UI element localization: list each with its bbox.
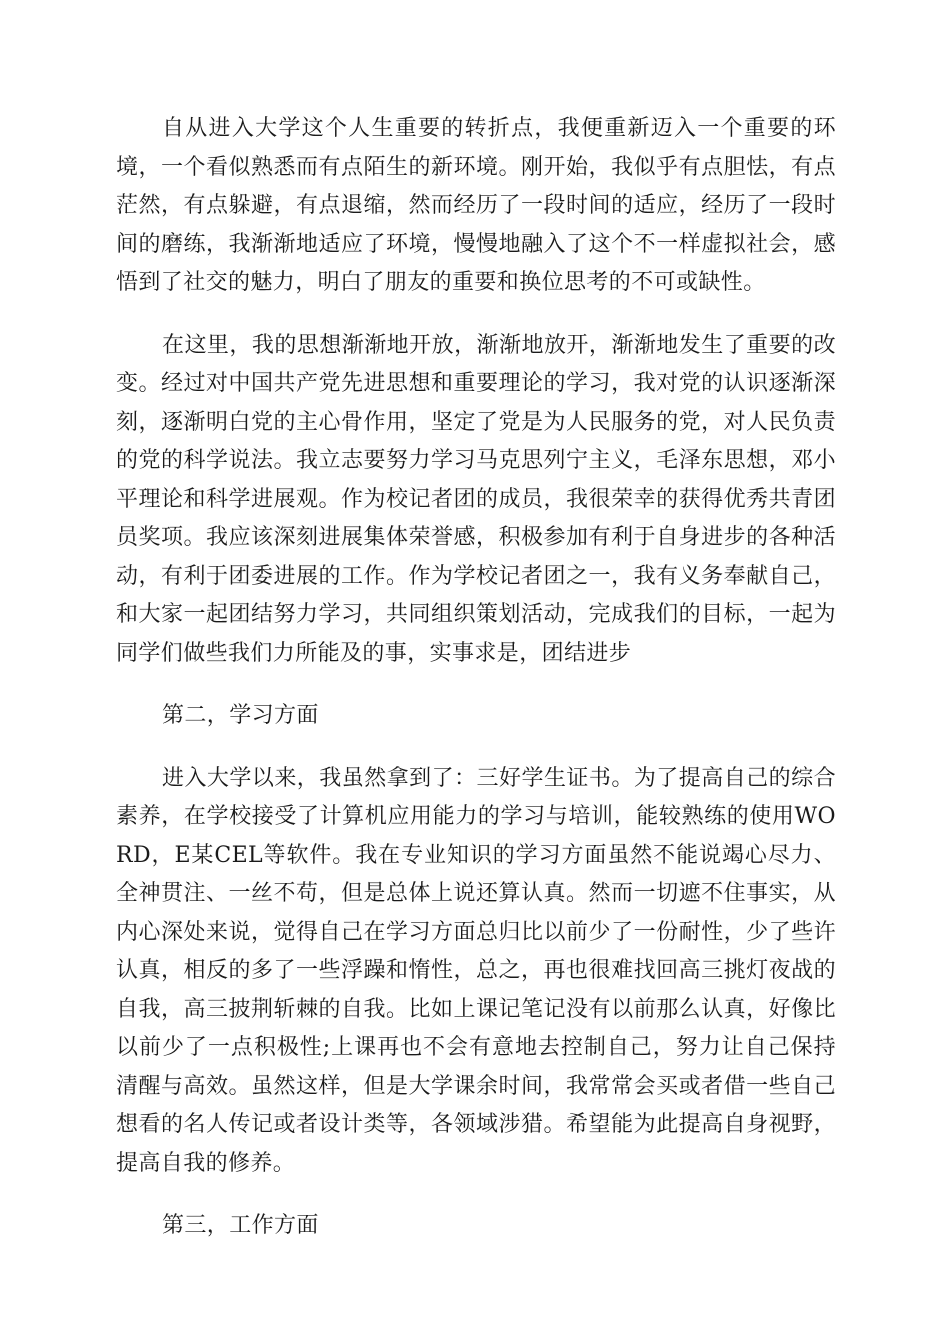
paragraph-transition: 自从进入大学这个人生重要的转折点，我便重新迈入一个重要的环境，一个看似熟悉而有点陌生的新环境。刚开始，我似乎有点胆怯，有点茫然，有点躲避，有点退缩，然而经历了一段时间的适应，经历了一段时间的磨练，我渐渐地适应了环境，慢慢地融入了这个不一样虚拟社会，感悟到了社交的魅力，明白了朋友的重要和换位思考的不可或缺性。 — [116, 116, 836, 295]
paragraph-thought: 在这里，我的思想渐渐地开放，渐渐地放开，渐渐地发生了重要的改变。经过对中国共产党先进思想和重要理论的学习，我对党的认识逐渐深刻，逐渐明白党的主心骨作用，坚定了党是为人民服务的党，对人民负责的党的科学说法。我立志要努力学习马克思列宁主义，毛泽东思想，邓小平理论和科学进展观。作为校记者团的成员，我很荣幸的获得优秀共青团员奖项。我应该深刻进展集体荣誉感，积极参加有利于自身进步的各种活动，有利于团委进展的工作。作为学校记者团之一，我有义务奉献自己，和大家一起团结努力学习，共同组织策划活动，完成我们的目标，一起为同学们做些我们力所能及的事，实事求是，团结进步 — [116, 332, 836, 666]
paragraph-study: 进入大学以来，我虽然拿到了：三好学生证书。为了提高自己的综合素养，在学校接受了计算机应用能力的学习与培训，能较熟练的使用WORD，E某CEL等软件。我在专业知识的学习方面虽然不能说竭心尽力、全神贯注、一丝不苟，但是总体上说还算认真。然而一切遮不住事实，从内心深处来说，觉得自己在学习方面总归比以前少了一份耐性，少了些许认真，相反的多了一些浮躁和惰性，总之，再也很难找回高三挑灯夜战的自我，高三披荆斩棘的自我。比如上课记笔记没有以前那么认真，好像比以前少了一点积极性;上课再也不会有意地去控制自己，努力让自己保持清醒与高效。虽然这样，但是大学课余时间，我常常会买或者借一些自己想看的名人传记或者设计类等，各领域涉猎。希望能为此提高自身视野，提高自我的修养。 — [116, 765, 836, 1176]
section-heading-study: 第二，学习方面 — [162, 703, 319, 728]
section-heading-work: 第三，工作方面 — [162, 1213, 319, 1238]
document-body — [116, 110, 836, 1270]
